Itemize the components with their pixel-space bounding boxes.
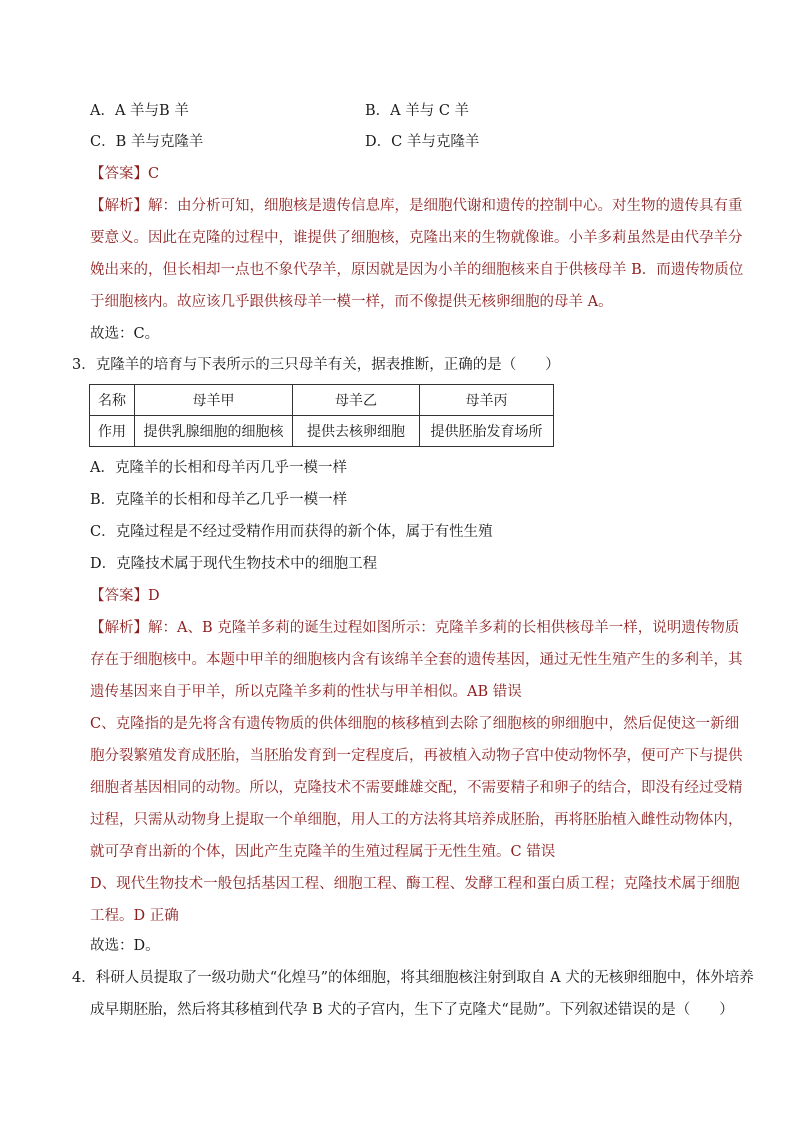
table-cell: 名称 xyxy=(90,385,135,416)
q3-option-b: B．克隆羊的长相和母羊乙几乎一模一样 xyxy=(90,492,348,508)
table-cell: 母羊丙 xyxy=(420,385,554,416)
q4-stem-line-2: 成早期胚胎，然后将其移植到代孕 B 犬的子宫内，生下了克隆犬“昆勋”。下列叙述错误的是（ ） xyxy=(90,1002,734,1018)
q3-option-d: D．克隆技术属于现代生物技术中的细胞工程 xyxy=(90,556,378,572)
q3-stem: 3．克隆羊的培育与下表所示的三只母羊有关，据表推断，正确的是（ ） xyxy=(72,357,560,373)
q3-analysis-line-4: C、克隆指的是先将含有遗传物质的供体细胞的核移植到去除了细胞核的卵细胞中，然后促使这一新细 xyxy=(90,716,740,732)
q2-conclusion: 故选：C。 xyxy=(90,326,160,342)
q3-table xyxy=(89,384,554,447)
q3-analysis-line-3: 遗传基因来自于甲羊，所以克隆羊多莉的性状与甲羊相似。AB 错误 xyxy=(90,684,522,700)
q2-analysis-line-2: 要意义。因此在克隆的过程中，谁提供了细胞核，克隆出来的生物就像谁。小羊多莉虽然是由代孕羊分 xyxy=(90,230,743,246)
table-cell: 提供胚胎发育场所 xyxy=(420,416,554,447)
table-row xyxy=(90,416,554,447)
q2-analysis-line-1: 【解析】解：由分析可知，细胞核是遗传信息库，是细胞代谢和遗传的控制中心。对生物的遗传具有重 xyxy=(90,198,743,214)
q2-analysis-line-4: 于细胞核内。故应该几乎跟供核母羊一模一样，而不像提供无核卵细胞的母羊 A。 xyxy=(90,294,613,310)
q3-analysis-line-8: 就可孕育出新的个体，因此产生克隆羊的生殖过程属于无性生殖。C 错误 xyxy=(90,844,556,860)
q3-analysis-line-7: 过程，只需从动物身上提取一个单细胞，用人工的方法将其培养成胚胎，再将胚胎植入雌性动物体内， xyxy=(90,812,743,828)
q4-stem-line-1: 4．科研人员提取了一级功勋犬“化煌马”的体细胞，将其细胞核注射到取自 A 犬的无核卵细胞中，体外培养 xyxy=(72,970,754,986)
q2-answer: 【答案】C xyxy=(90,166,160,182)
q3-conclusion: 故选：D。 xyxy=(90,938,160,954)
q2-analysis-line-3: 娩出来的，但长相却一点也不象代孕羊，原因就是因为小羊的细胞核来自于供核母羊 B．而遗传物质位 xyxy=(90,262,744,278)
q2-option-b: B．A 羊与 C 羊 xyxy=(365,103,470,119)
table-cell: 提供去核卵细胞 xyxy=(293,416,420,447)
q3-option-a: A．克隆羊的长相和母羊丙几乎一模一样 xyxy=(90,460,347,476)
q2-option-d: D．C 羊与克隆羊 xyxy=(365,134,480,150)
q2-option-a: A．A 羊与B 羊 xyxy=(90,103,189,119)
q3-analysis-line-10: 工程。D 正确 xyxy=(90,908,179,924)
table-cell: 母羊乙 xyxy=(293,385,420,416)
table-cell: 母羊甲 xyxy=(135,385,293,416)
q3-analysis-line-6: 细胞者基因相同的动物。所以，克隆技术不需要雌雄交配，不需要精子和卵子的结合，即没有经过受精 xyxy=(90,780,743,796)
q3-option-c: C．克隆过程是不经过受精作用而获得的新个体，属于有性生殖 xyxy=(90,524,493,540)
q3-analysis-line-9: D、现代生物技术一般包括基因工程、细胞工程、酶工程、发酵工程和蛋白质工程；克隆技术属于细胞 xyxy=(90,876,740,892)
q2-option-c: C．B 羊与克隆羊 xyxy=(90,134,204,150)
table-cell: 作用 xyxy=(90,416,135,447)
q3-analysis-line-2: 存在于细胞核中。本题中甲羊的细胞核内含有该绵羊全套的遗传基因，通过无性生殖产生的多利羊，其 xyxy=(90,652,743,668)
q3-analysis-line-1: 【解析】解：A、B 克隆羊多莉的诞生过程如图所示：克隆羊多莉的长相供核母羊一样，说明遗传物质 xyxy=(90,620,740,636)
q3-analysis-line-5: 胞分裂繁殖发育成胚胎，当胚胎发育到一定程度后，再被植入动物子宫中使动物怀孕，便可产下与提供 xyxy=(90,748,743,764)
table-cell: 提供乳腺细胞的细胞核 xyxy=(135,416,293,447)
table-header-row xyxy=(90,385,554,416)
q3-answer: 【答案】D xyxy=(90,588,160,604)
